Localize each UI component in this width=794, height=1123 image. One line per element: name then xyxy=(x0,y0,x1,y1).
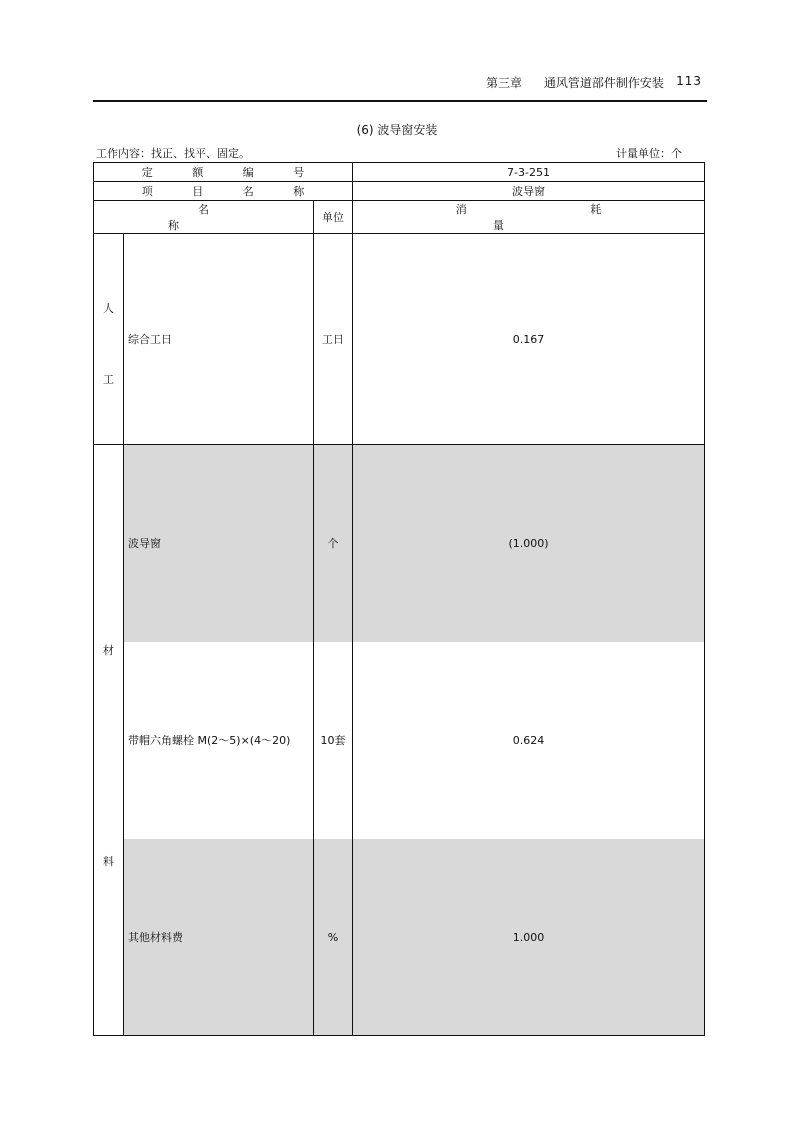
item-name-label: 项 目 名 称 xyxy=(94,182,353,201)
col-header-name: 名 称 xyxy=(94,201,314,234)
material-item-name: 带帽六角螺栓 M(2～5)×(4～20) xyxy=(124,642,314,839)
header-rule xyxy=(93,100,707,102)
col-header-consumption: 消 耗 量 xyxy=(353,201,705,234)
labor-item-unit: 工日 xyxy=(314,234,353,445)
labor-char-1: 人 xyxy=(103,302,114,315)
quota-number-label: 定 额 编 号 xyxy=(94,163,353,182)
material-item-name: 波导窗 xyxy=(124,445,314,642)
material-row xyxy=(94,839,705,1035)
unit-of-measure: 计量单位：个 xyxy=(616,147,682,160)
labor-category xyxy=(94,234,124,445)
chapter-label: 第三章 xyxy=(486,76,523,90)
material-row xyxy=(94,642,705,839)
item-name-row xyxy=(94,182,705,201)
material-item-value: 0.624 xyxy=(353,642,705,839)
col-header-unit: 单位 xyxy=(314,201,353,234)
page-number: 113 xyxy=(676,74,702,88)
chapter-title: 通风管道部件制作安装 xyxy=(543,76,664,90)
material-char-2: 料 xyxy=(103,855,114,868)
quota-table xyxy=(93,162,705,1036)
labor-item-value: 0.167 xyxy=(353,234,705,445)
labor-item-name: 综合工日 xyxy=(124,234,314,445)
work-content: 工作内容：找正、找平、固定。 xyxy=(96,147,250,160)
material-item-unit: 10套 xyxy=(314,642,353,839)
quota-number-row xyxy=(94,163,705,182)
material-row xyxy=(94,445,705,642)
item-name-value: 波导窗 xyxy=(353,182,705,201)
quota-number-value: 7-3-251 xyxy=(353,163,705,182)
material-item-value: (1.000) xyxy=(353,445,705,642)
material-item-name: 其他材料费 xyxy=(124,839,314,1035)
labor-char-2: 工 xyxy=(103,373,114,386)
material-item-unit: 个 xyxy=(314,445,353,642)
running-header xyxy=(486,74,706,91)
material-category xyxy=(94,445,124,1036)
material-item-unit: % xyxy=(314,839,353,1035)
material-item-value: 1.000 xyxy=(353,839,705,1035)
material-char-1: 材 xyxy=(103,644,114,657)
column-header-row xyxy=(94,201,705,234)
labor-row xyxy=(94,234,705,445)
section-title: (6) 波导窗安装 xyxy=(356,123,438,137)
